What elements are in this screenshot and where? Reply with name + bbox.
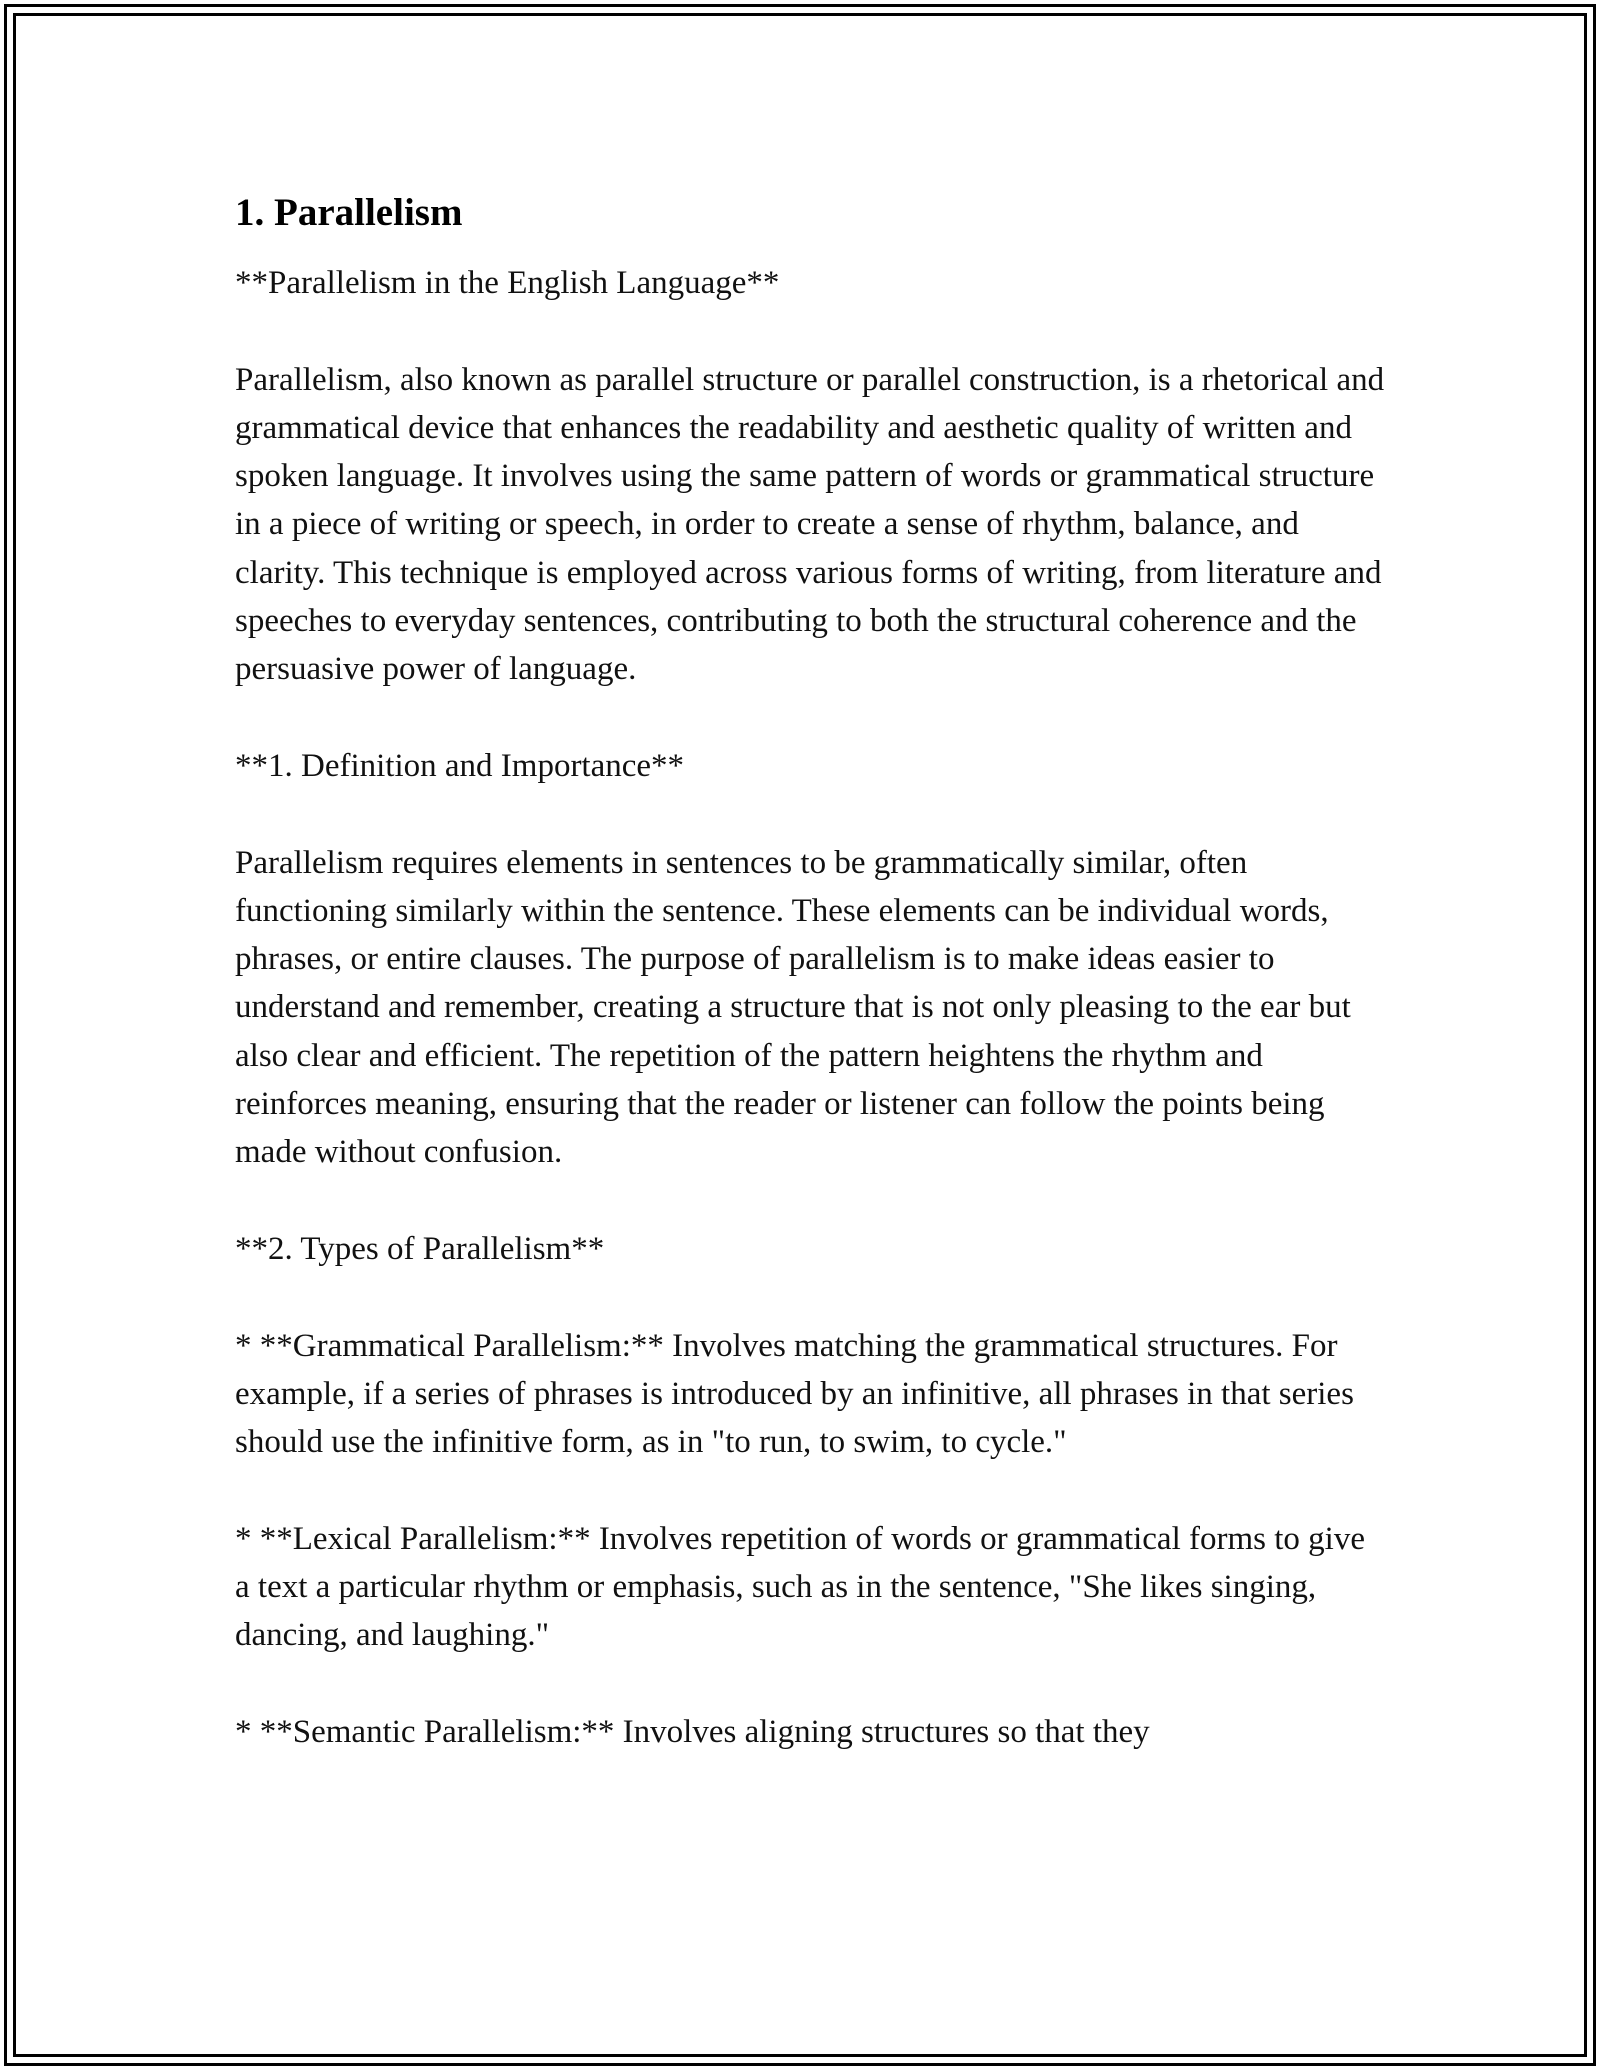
subheading-types: **2. Types of Parallelism** <box>235 1230 605 1267</box>
subtitle-paragraph: **Parallelism in the English Language** <box>235 265 780 301</box>
list-item-grammatical: * **Grammatical Parallelism:** Involves matching the grammatical structures. For example, if a series of phrases is introduced by an infinitive, all phrases in that series should use the infinitive form, as in "to run, to swim, to cycle." <box>235 1327 1354 1461</box>
list-item-lexical: * **Lexical Parallelism:** Involves repetition of words or grammatical forms to give a text a particular rhythm or emphasis, such as in the sentence, "She likes singing, dancing, and laughing." <box>235 1520 1365 1654</box>
document-body <box>235 185 1385 1805</box>
intro-paragraph: Parallelism, also known as parallel structure or parallel construction, is a rhetorical and grammatical device that enhances the readability and aesthetic quality of written and spoken language. It involves using the same pattern of words or grammatical structure in a piece of writing or speech, in order to create a sense of rhythm, balance, and clarity. This technique is employed across various forms of writing, from literature and speeches to everyday sentences, contributing to both the structural coherence and the persuasive power of language. <box>235 361 1385 688</box>
definition-paragraph: Parallelism requires elements in sentences to be grammatically similar, often functioning similarly within the sentence. These elements can be individual words, phrases, or entire clauses. The purpose of parallelism is to make ideas easier to understand and remember, creating a structure that is not only pleasing to the ear but also clear and efficient. The repetition of the pattern heightens the rhythm and reinforces meaning, ensuring that the reader or listener can follow the points being made without confusion. <box>235 844 1351 1171</box>
list-item-semantic: * **Semantic Parallelism:** Involves aligning structures so that they <box>235 1713 1150 1750</box>
section-heading: 1. Parallelism <box>235 191 463 234</box>
subheading-definition: **1. Definition and Importance** <box>235 747 685 784</box>
